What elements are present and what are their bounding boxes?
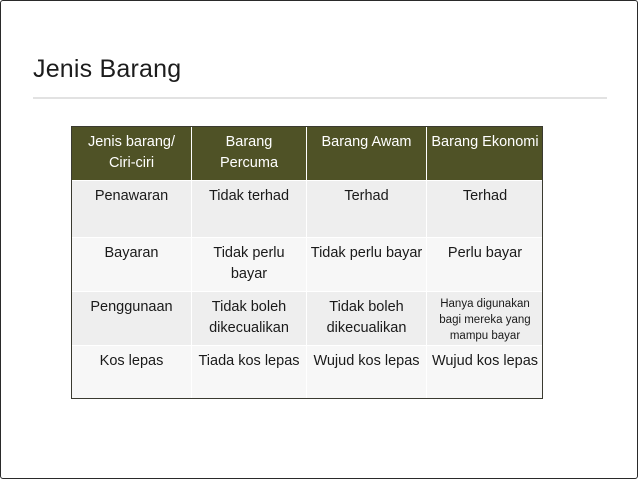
table-header-cell: Barang Ekonomi <box>427 127 544 181</box>
table-cell: Kos lepas <box>72 346 192 400</box>
table-row <box>72 292 544 346</box>
table-cell: Tidak boleh dikecualikan <box>192 292 307 346</box>
table-cell: Tiada kos lepas <box>192 346 307 400</box>
table-row <box>72 346 544 400</box>
table-cell: Hanya digunakan bagi mereka yang mampu bayar <box>427 292 544 346</box>
table-row <box>72 238 544 292</box>
table-header-cell: Barang Percuma <box>192 127 307 181</box>
table-cell: Wujud kos lepas <box>307 346 427 400</box>
table-header-cell: Barang Awam <box>307 127 427 181</box>
table-cell: Tidak perlu bayar <box>192 238 307 292</box>
title-divider <box>33 97 607 99</box>
table-cell: Terhad <box>307 181 427 238</box>
table-cell: Bayaran <box>72 238 192 292</box>
table-cell: Tidak perlu bayar <box>307 238 427 292</box>
table-cell: Wujud kos lepas <box>427 346 544 400</box>
table-cell: Penawaran <box>72 181 192 238</box>
table-cell: Penggunaan <box>72 292 192 346</box>
table-header-cell: Jenis barang/ Ciri-ciri <box>72 127 192 181</box>
table-cell: Terhad <box>427 181 544 238</box>
table-header-row <box>72 127 544 181</box>
slide-title: Jenis Barang <box>33 55 182 83</box>
comparison-table <box>71 126 544 400</box>
table-row <box>72 181 544 238</box>
table-cell: Tidak terhad <box>192 181 307 238</box>
table-cell: Perlu bayar <box>427 238 544 292</box>
table-cell: Tidak boleh dikecualikan <box>307 292 427 346</box>
